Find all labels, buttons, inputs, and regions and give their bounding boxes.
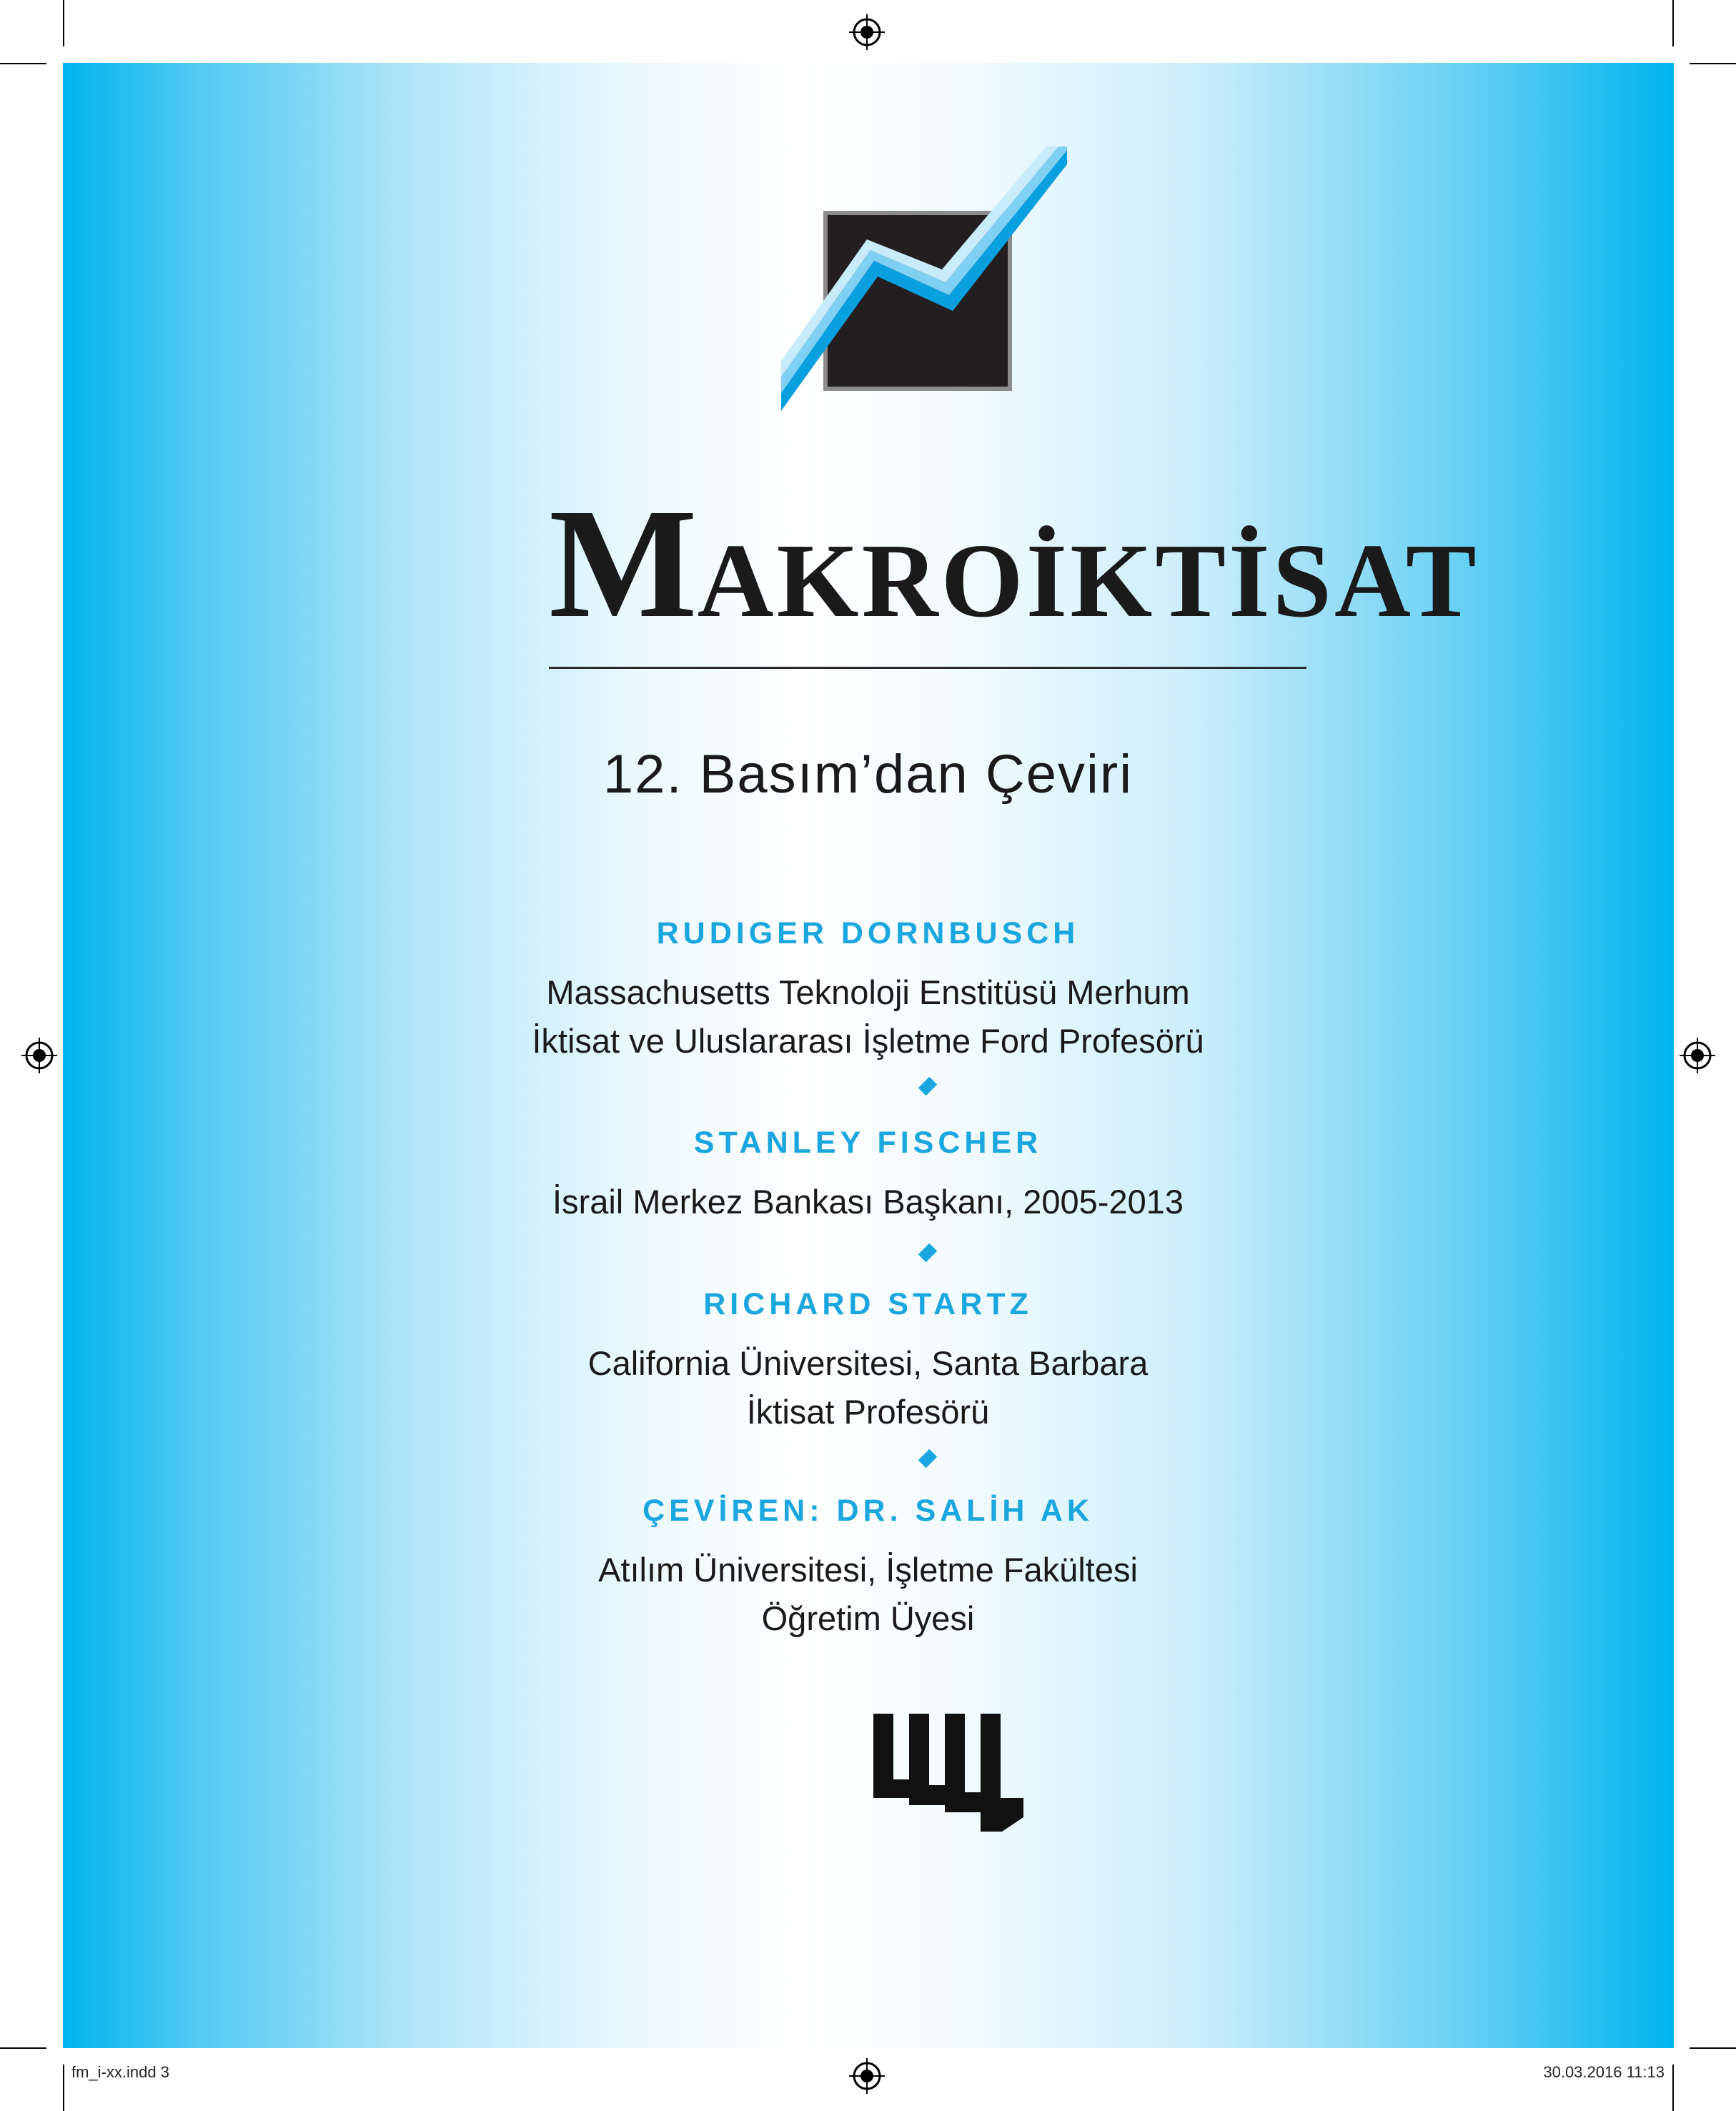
crop-mark bbox=[1690, 63, 1736, 64]
contributor-name: RICHARD STARTZ bbox=[703, 1287, 1033, 1321]
translator-affiliation: Atılım Üniversitesi, İşletme Fakültesi bbox=[598, 1551, 1138, 1589]
crop-mark bbox=[1690, 2047, 1736, 2049]
contributor-name: RUDIGER DORNBUSCH bbox=[656, 916, 1080, 950]
contributor-block bbox=[0, 1126, 1736, 1226]
contributor-affiliation: İktisat Profesörü bbox=[746, 1393, 990, 1431]
contributor-block bbox=[0, 1494, 1736, 1643]
book-title bbox=[549, 476, 1479, 650]
crop-mark bbox=[63, 0, 64, 46]
edition-subtitle: 12. Basım’dan Çeviri bbox=[602, 744, 1134, 805]
publisher-logo-icon bbox=[873, 1714, 1027, 1832]
title-divider bbox=[549, 667, 1306, 669]
rising-chart-logo-icon bbox=[778, 146, 1078, 461]
contributor-name: STANLEY FISCHER bbox=[693, 1126, 1043, 1160]
registration-mark-icon bbox=[849, 14, 885, 50]
contributor-affiliation: İktisat ve Uluslararası İşletme Ford Profesörü bbox=[532, 1022, 1204, 1060]
file-slug: fm_i-xx.indd 3 bbox=[71, 2063, 169, 2081]
crop-mark bbox=[0, 63, 46, 64]
crop-mark bbox=[63, 2065, 64, 2111]
contributor-block bbox=[0, 1287, 1736, 1436]
registration-mark-icon bbox=[849, 2058, 885, 2094]
contributor-affiliation: California Üniversitesi, Santa Barbara bbox=[587, 1344, 1149, 1382]
book-title-initial: M bbox=[549, 476, 698, 650]
date-slug: 30.03.2016 11:13 bbox=[1543, 2063, 1665, 2081]
contributor-block bbox=[0, 916, 1736, 1066]
crop-mark bbox=[0, 2047, 46, 2049]
translator-affiliation: Öğretim Üyesi bbox=[761, 1599, 975, 1637]
contributor-affiliation: Massachusetts Teknoloji Enstitüsü Merhum bbox=[546, 973, 1190, 1011]
crop-mark bbox=[1672, 0, 1674, 46]
translator-name: ÇEVİREN: DR. SALİH AK bbox=[643, 1494, 1093, 1528]
book-title-rest: AKROİKTİSAT bbox=[697, 522, 1479, 640]
crop-mark bbox=[1672, 2065, 1674, 2111]
contributor-affiliation: İsrail Merkez Bankası Başkanı, 2005-2013 bbox=[552, 1183, 1184, 1221]
